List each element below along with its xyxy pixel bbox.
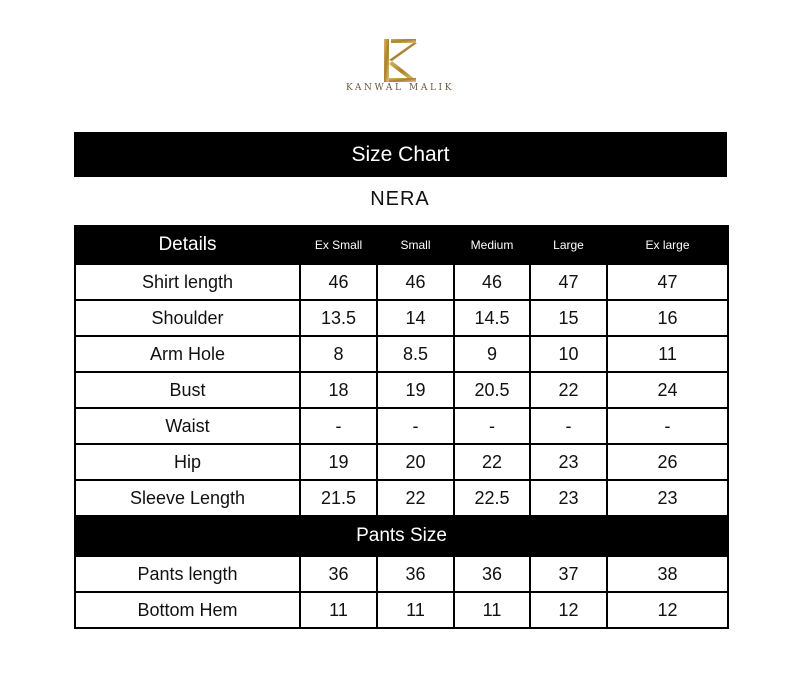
row-label: Waist (75, 408, 300, 444)
table-cell: 38 (607, 556, 728, 592)
table-cell: 46 (377, 264, 454, 300)
table-cell: 9 (454, 336, 530, 372)
header-cell: Large (530, 226, 607, 264)
size-chart-table (74, 225, 729, 629)
table-cell: - (607, 408, 728, 444)
section-title: Pants Size (75, 516, 728, 556)
table-cell: 11 (454, 592, 530, 628)
row-label: Bottom Hem (75, 592, 300, 628)
table-cell: 22.5 (454, 480, 530, 516)
table-row (75, 480, 728, 516)
table-cell: 22 (530, 372, 607, 408)
table-cell: 8 (300, 336, 377, 372)
table-cell: 8.5 (377, 336, 454, 372)
header-cell: Medium (454, 226, 530, 264)
table-cell: 36 (377, 556, 454, 592)
row-label: Sleeve Length (75, 480, 300, 516)
km-monogram-icon (370, 36, 430, 86)
table-cell: 15 (530, 300, 607, 336)
table-cell: - (300, 408, 377, 444)
table-cell: 18 (300, 372, 377, 408)
row-label: Arm Hole (75, 336, 300, 372)
table-cell: 23 (530, 480, 607, 516)
table-cell: 20 (377, 444, 454, 480)
table-cell: 26 (607, 444, 728, 480)
table-cell: - (454, 408, 530, 444)
row-label: Shoulder (75, 300, 300, 336)
header-cell: Ex large (607, 226, 728, 264)
table-cell: 12 (607, 592, 728, 628)
table-cell: - (530, 408, 607, 444)
table-cell: 22 (377, 480, 454, 516)
header-cell: Ex Small (300, 226, 377, 264)
table-row (75, 592, 728, 628)
table-cell: 21.5 (300, 480, 377, 516)
table-row (75, 264, 728, 300)
table-row (75, 444, 728, 480)
table-cell: 20.5 (454, 372, 530, 408)
header-cell: Details (75, 226, 300, 264)
table-cell: 37 (530, 556, 607, 592)
product-name: NERA (370, 188, 430, 210)
table-row (75, 300, 728, 336)
table-cell: 16 (607, 300, 728, 336)
table-cell: 46 (300, 264, 377, 300)
table-cell: 13.5 (300, 300, 377, 336)
pants-size-section-row (75, 516, 728, 556)
table-cell: 47 (607, 264, 728, 300)
table-cell: 23 (530, 444, 607, 480)
brand-name: KANWAL MALIK (345, 83, 455, 93)
table-cell: 11 (377, 592, 454, 628)
table-cell: 23 (607, 480, 728, 516)
table-cell: 24 (607, 372, 728, 408)
table-cell: 22 (454, 444, 530, 480)
table-cell: 36 (454, 556, 530, 592)
size-chart-title: Size Chart (74, 132, 727, 177)
row-label: Hip (75, 444, 300, 480)
table-cell: 12 (530, 592, 607, 628)
table-row (75, 336, 728, 372)
table-cell: 36 (300, 556, 377, 592)
table-cell: 14.5 (454, 300, 530, 336)
table-row (75, 372, 728, 408)
row-label: Shirt length (75, 264, 300, 300)
table-cell: 46 (454, 264, 530, 300)
table-cell: 14 (377, 300, 454, 336)
row-label: Bust (75, 372, 300, 408)
table-cell: 19 (300, 444, 377, 480)
header-cell: Small (377, 226, 454, 264)
table-cell: 47 (530, 264, 607, 300)
table-cell: 10 (530, 336, 607, 372)
table-cell: 11 (607, 336, 728, 372)
table-row (75, 556, 728, 592)
table-cell: 19 (377, 372, 454, 408)
table-cell: - (377, 408, 454, 444)
table-cell: 11 (300, 592, 377, 628)
row-label: Pants length (75, 556, 300, 592)
table-row (75, 408, 728, 444)
table-header-row (75, 226, 728, 264)
